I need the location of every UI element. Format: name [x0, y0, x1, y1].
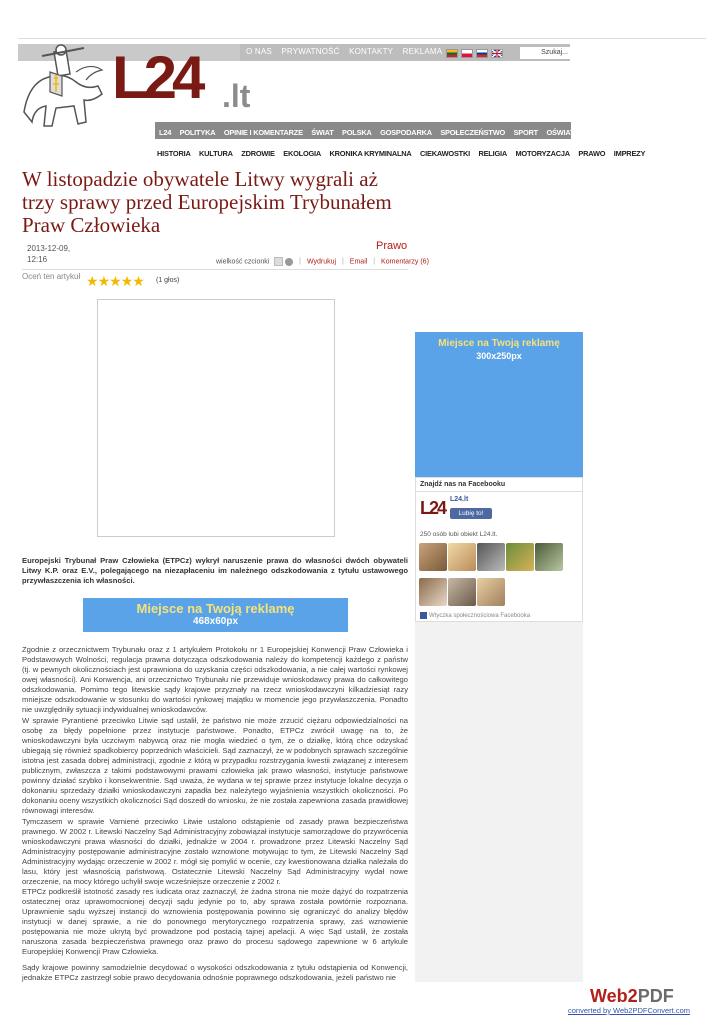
star-icon[interactable]: ★: [109, 273, 122, 289]
facebook-widget-header: Znajdź nas na Facebooku: [416, 478, 582, 492]
site-logo[interactable]: L24: [112, 44, 201, 111]
facebook-page-name[interactable]: L24.lt: [450, 496, 469, 503]
nav-item-politics[interactable]: POLITYKA: [179, 128, 216, 137]
article-paragraph: Zgodnie z orzecznictwem Trybunału oraz z 1 artykułem Protokołu nr 1 Europejskiej Konwencji Praw Człowieka i Podstawowych Wolności, regulacja prawna dotycząca odszkodowania należy do kompetencji każdego z państw (tj. w pewnych okolicznościach jest uprawniona do uzyskania części odszkodowania, a nie całej wartości rynkowej owej własności). Ani Konwencja, ani orzecznictwo Trybunału nie przewiduje wnioskodawcy prawa do całkowitego odszkodowania. Pomimo tego litewskie sądy krajowe przyznały na rzecz wnioskodawczyni kilkadziesiąt razy mniejsze odszkodowanie w stosunku do wartości rynkowej majątku w momencie jego przywłaszczenia. Ponadto nie uwzględniły sytuacji indywidualnej wnioskodawców.: [22, 645, 408, 714]
facebook-icon: [420, 612, 427, 619]
nav-item-opinions[interactable]: OPINIE I KOMENTARZE: [223, 128, 303, 137]
subnav-item-events[interactable]: IMPREZY: [613, 149, 646, 158]
subnav-item-ecology[interactable]: EKOLOGIA: [283, 149, 322, 158]
web2pdf-brand-b: PDF: [637, 986, 674, 1006]
flag-uk-icon[interactable]: [491, 49, 503, 58]
article-paragraph: Tymczasem w sprawie Varnienė przeciwko Litwie ustalono odstąpienie od zasady prawa bezpieczeństwa prawnego. W 2002 r. Litewski Naczelny Sąd Administracyjny zobowiązał instytucje samorządowe do przywrócenia wnioskodawczyni prawa własności do działki, jednakże w 2004 r. prowadzone przez Litewski Naczelny Sąd Administracyjny postępowanie administracyjne zostało wznowione motywując to tym, że Litewski Naczelny Sąd Administracyjny wydając orzeczenie w 2002 r. mógł się pomylić w ocenie, czy kwestionowana działka należała do lasu, który jest własnością państwową. Ostatecznie Litewski Naczelny Sąd Administracyjny wydał nowe orzeczenie, na mocy którego uchylił swoje wcześniejsze orzeczenie z 2002 r.: [22, 817, 408, 886]
article-date: 2013-12-09, 12:16: [27, 244, 71, 264]
facebook-fan-faces: [419, 543, 579, 613]
subnav-item-history[interactable]: HISTORIA: [157, 149, 191, 158]
top-link-about[interactable]: O NAS: [246, 47, 272, 56]
avatar[interactable]: [477, 543, 505, 571]
flag-lithuania-icon[interactable]: [446, 49, 458, 58]
search-input[interactable]: Szukaj...: [520, 47, 570, 59]
article-paragraph: ETPCz podkreślił istotność zasady res iudicata oraz zaznaczył, że żadna strona nie może dążyć do rozpatrzenia ostatecznej oraz uprawomocnionej decyzji sądu jedynie po to, aby sprawa została powtórnie rozpoznana. Uprawnienie sądu wyższej instancji do wznowienia postępowania powinno się ograniczyć do analizy błędów instytucji w danej sprawie, a nie do ponownego merytorycznego rozpatrzenia sprawy, zaś wznowienie postępowania nie może ukrytą być prowadzone pod postacią tajnej apelacji. A więc Sąd ustalił, że została naruszona zasada bezpieczeństwa prawnego oraz prawo do procesu sądowego zapewnione w 6 artykule Europejskiej Konwencji Praw Człowieka.: [22, 887, 408, 956]
subnav-item-culture[interactable]: KULTURA: [199, 149, 233, 158]
article-category[interactable]: Prawo: [376, 240, 408, 252]
ad-box-size: 300x250px: [476, 351, 522, 361]
nav-item-economy[interactable]: GOSPODARKA: [380, 128, 432, 137]
facebook-page-logo[interactable]: L24: [420, 498, 446, 518]
subnav-item-crime[interactable]: KRONIKA KRYMINALNA: [329, 149, 412, 158]
facebook-fan-count: 250 osób lubi obiekt L24.lt.: [420, 531, 498, 538]
star-icon[interactable]: ★: [120, 273, 134, 289]
flag-russia-icon[interactable]: [476, 49, 488, 58]
subnav-item-law[interactable]: PRAWO: [578, 149, 606, 158]
nav-item-women[interactable]: KOBI: [587, 128, 605, 137]
avatar[interactable]: [448, 578, 476, 606]
knight-emblem-icon: [14, 42, 110, 134]
star-icon[interactable]: ★: [132, 273, 145, 289]
ad-box-300[interactable]: [415, 332, 583, 477]
avatar[interactable]: [535, 543, 563, 571]
subnav-item-motoring[interactable]: MOTORYZACJA: [515, 149, 570, 158]
nav-item-poland[interactable]: POLSKA: [342, 128, 372, 137]
nav-item-l24[interactable]: L24: [159, 128, 172, 137]
article-tools: [216, 257, 429, 266]
rating-stars: [86, 273, 144, 291]
web2pdf-link[interactable]: converted by Web2PDFConvert.com: [568, 1006, 690, 1015]
avatar[interactable]: [419, 543, 447, 571]
email-link[interactable]: Email: [349, 258, 368, 266]
font-decrease-icon[interactable]: [274, 257, 283, 266]
font-size-label: wielkość czcionki: [216, 258, 270, 266]
sub-nav: [157, 143, 649, 161]
article-paragraph: Sądy krajowe powinny samodzielnie decydować o wysokości odszkodowania z tytułu odstąpienia od Konwencji, jednakże ETPCz zastrzegł sobie prawo decydowania odnośnie poprawnego odszkodowania, jeżeli państwo nie: [22, 963, 408, 982]
subnav-item-religion[interactable]: RELIGIA: [478, 149, 508, 158]
article-title: W listopadzie obywatele Litwy wygrali aż trzy sprawy przed Europejskim Trybunałem Praw Człowieka: [22, 167, 392, 237]
top-link-ads[interactable]: REKLAMA: [402, 47, 443, 56]
site-logo-suffix: .lt: [222, 78, 251, 114]
tools-separator: |: [373, 258, 376, 266]
facebook-plugin-text: Wtyczka społecznościowa Facebooka: [429, 613, 531, 620]
avatar[interactable]: [419, 578, 447, 606]
web2pdf-brand-a: Web2: [590, 986, 638, 1006]
comments-link[interactable]: Komentarzy (6): [381, 258, 429, 266]
tools-separator: |: [299, 258, 301, 266]
print-link[interactable]: Wydrukuj: [306, 258, 337, 266]
votes-count: (1 głos): [156, 277, 180, 284]
ad-banner-468[interactable]: [83, 598, 348, 632]
subnav-item-curiosities[interactable]: CIEKAWOSTKI: [420, 149, 470, 158]
facebook-like-label: Lubię to!: [458, 510, 484, 517]
tools-separator: |: [342, 258, 344, 266]
nav-item-education[interactable]: OŚWIATA: [546, 128, 579, 137]
avatar[interactable]: [448, 543, 476, 571]
top-links: [246, 47, 449, 56]
article-paragraph: W sprawie Pyrantienė przeciwko Litwie sąd ustalił, że państwo nie może zrzucić ciężaru odpowiedzialności na osobę za błędy popełnione przez instytucje państwowe. Ponadto, ETPCz zwrócił uwagę na to, że wnioskodawczyni była uczciwym nabywcą oraz nie mogła wiedzieć o tym, że o działkę, którą chce odzyskać ubiegają się również spadkobiercy poprzednich właścicieli. Sąd zaznaczył, że w podobnych sprawach szczególnie istotna jest zasada dobrej administracji, zgodnie z którą w przypadku rozstrzygania kwestii związanej z interesem publicznym, zwłaszcza z takimi podstawowymi prawami człowieka jak prawo własności, instytucje państwowe powinny działać szybko i konsekwentnie. Sąd uważa, że wydana w tej sprawie przez instytucje lokalne decyzja o dokonaniu sprzedaży działki wnioskodawczyni zapadła bez należytego wyjaśnienia wszystkich okoliczności. Po dokonaniu oceny wszystkich okoliczności Sąd doszedł do wniosku, że nie została zapewniona zasada prawidłowej równowagi interesów.: [22, 716, 408, 815]
nav-item-sport[interactable]: SPORT: [513, 128, 538, 137]
main-nav: [155, 122, 605, 139]
rate-label: Oceń ten artykuł: [22, 272, 81, 281]
ad-banner-title: Miejsce na Twoją reklamę: [136, 601, 295, 616]
top-link-privacy[interactable]: PRYWATNOŚĆ: [281, 47, 340, 56]
star-icon[interactable]: ★: [97, 273, 111, 289]
font-reset-icon[interactable]: [285, 258, 293, 266]
subnav-item-health[interactable]: ZDROWIE: [241, 149, 275, 158]
nav-item-world[interactable]: ŚWIAT: [311, 128, 334, 137]
nav-item-society[interactable]: SPOŁECZEŃSTWO: [440, 128, 506, 137]
article-lead: Europejski Trybunał Praw Człowieka (ETPCz) wykrył naruszenie prawa do własności dwóch obywateli Litwy K.P. oraz E.V., polegającego na niezapłaceniu im należnego odszkodowania z tytułu ustawowego przywłaszczenia ich własności.: [22, 556, 408, 585]
article-image: [97, 299, 335, 537]
avatar[interactable]: [477, 578, 505, 606]
meta-divider: [22, 269, 408, 270]
top-link-contact[interactable]: KONTAKTY: [349, 47, 394, 56]
web2pdf-logo[interactable]: [590, 986, 674, 1007]
top-divider: [18, 38, 706, 39]
flag-poland-icon[interactable]: [461, 49, 473, 58]
ad-banner-size: 468x60px: [192, 616, 239, 627]
avatar[interactable]: [506, 543, 534, 571]
star-icon[interactable]: ★: [86, 273, 99, 289]
ad-box-title: Miejsce na Twoją reklamę: [438, 338, 560, 349]
facebook-plugin-label[interactable]: [420, 612, 530, 619]
facebook-like-button[interactable]: [450, 508, 492, 519]
